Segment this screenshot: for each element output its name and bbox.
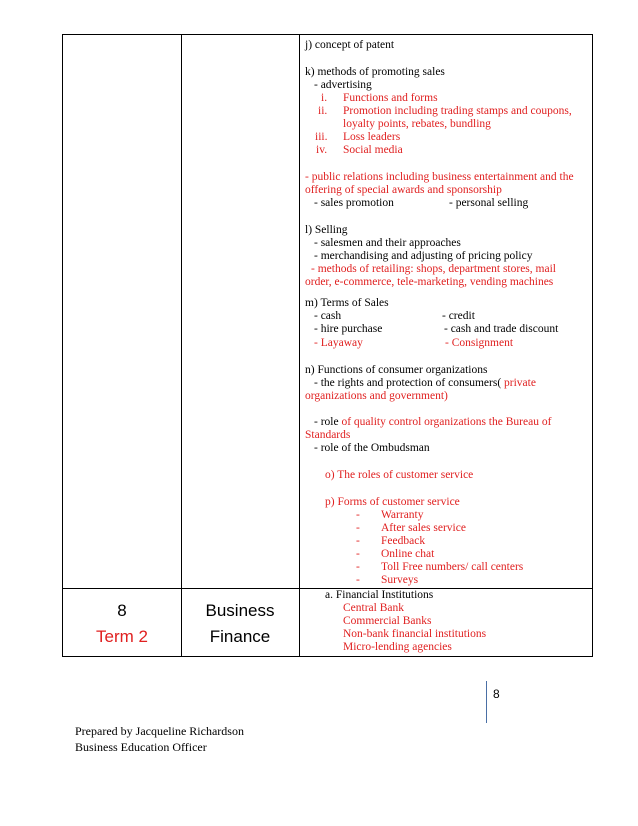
list-item: Toll Free numbers/ call centers — [381, 561, 524, 573]
footer-author: Prepared by Jacqueline Richardson — [75, 724, 244, 738]
list-item: Warranty — [381, 509, 424, 521]
topic-k: k) methods of promoting sales — [305, 66, 445, 78]
topic-k-advertising: - advertising — [314, 79, 372, 91]
sales-promotion-text: - sales promotion — [314, 197, 394, 209]
list-bullet: - — [356, 561, 360, 573]
list-item: After sales service — [381, 522, 466, 534]
list-bullet: - — [356, 522, 360, 534]
subject-cell — [181, 598, 299, 650]
topic-l-item: - merchandising and adjusting of pricing policy — [314, 250, 533, 262]
topic-m: m) Terms of Sales — [305, 297, 389, 309]
topic-n-item: Standards — [305, 429, 351, 441]
list-item: Micro-lending agencies — [343, 641, 452, 653]
list-bullet: - — [356, 509, 360, 521]
column-divider — [299, 35, 300, 656]
list-item-number: i. — [321, 92, 328, 104]
list-bullet: - — [356, 574, 360, 586]
list-item-number: iii. — [315, 131, 328, 143]
topic-m-item: - credit — [442, 310, 475, 322]
page-number: 8 — [493, 687, 500, 701]
subject-label: Business — [205, 601, 275, 620]
list-item: Promotion including trading stamps and coupons, — [343, 105, 572, 117]
list-item: Surveys — [381, 574, 419, 586]
topic-l-item: - methods of retailing: shops, department stores, mail — [311, 263, 556, 275]
topic-n-item: - the rights and protection of consumers( private — [314, 377, 536, 389]
topic-l-item: order, e-commerce, tele-marketing, vending machines — [305, 276, 554, 288]
topic-p: p) Forms of customer service — [325, 496, 460, 508]
list-item: Online chat — [381, 548, 435, 560]
subject-label: Finance — [209, 627, 271, 646]
list-item: Commercial Banks — [343, 615, 432, 627]
topic-a: a. Financial Institutions — [325, 589, 434, 601]
topic-n-item: organizations and government) — [305, 390, 448, 402]
row-number-cell — [63, 598, 181, 650]
footer-role: Business Education Officer — [75, 740, 207, 754]
topic-m-item: - hire purchase — [314, 323, 383, 335]
list-item: Central Bank — [343, 602, 404, 614]
page-number-divider — [486, 681, 487, 723]
public-relations-text: - public relations including business entertainment and the — [305, 171, 574, 183]
column-divider — [181, 35, 182, 656]
list-bullet: - — [356, 535, 360, 547]
list-item: Functions and forms — [343, 92, 438, 104]
list-item: Non-bank financial institutions — [343, 628, 487, 640]
public-relations-text: offering of special awards and sponsorship — [305, 184, 502, 196]
topic-l-item: - salesmen and their approaches — [314, 237, 461, 249]
list-item: Loss leaders — [343, 131, 401, 143]
personal-selling-text: - personal selling — [449, 197, 529, 209]
list-item: Feedback — [381, 535, 426, 547]
topic-j: j) concept of patent — [305, 39, 395, 51]
topic-o: o) The roles of customer service — [325, 469, 474, 481]
topic-n-item: - role of quality control organizations the Bureau of — [314, 416, 552, 428]
week-number: 8 — [117, 601, 127, 620]
list-bullet: - — [356, 548, 360, 560]
topic-l: l) Selling — [305, 224, 348, 236]
topic-m-item: - Layaway — [314, 337, 363, 349]
curriculum-table — [62, 34, 593, 657]
topic-m-item: - cash and trade discount — [444, 323, 559, 335]
list-item: Social media — [343, 144, 403, 156]
topic-m-item: - Consignment — [445, 337, 514, 349]
topic-n: n) Functions of consumer organizations — [305, 364, 488, 376]
topic-m-item: - cash — [314, 310, 342, 322]
topic-n-item: - role of the Ombudsman — [314, 442, 430, 454]
list-item-number: iv. — [316, 144, 328, 156]
term-label: Term 2 — [96, 627, 148, 646]
list-item: loyalty points, rebates, bundling — [343, 118, 491, 130]
list-item-number: ii. — [318, 105, 328, 117]
